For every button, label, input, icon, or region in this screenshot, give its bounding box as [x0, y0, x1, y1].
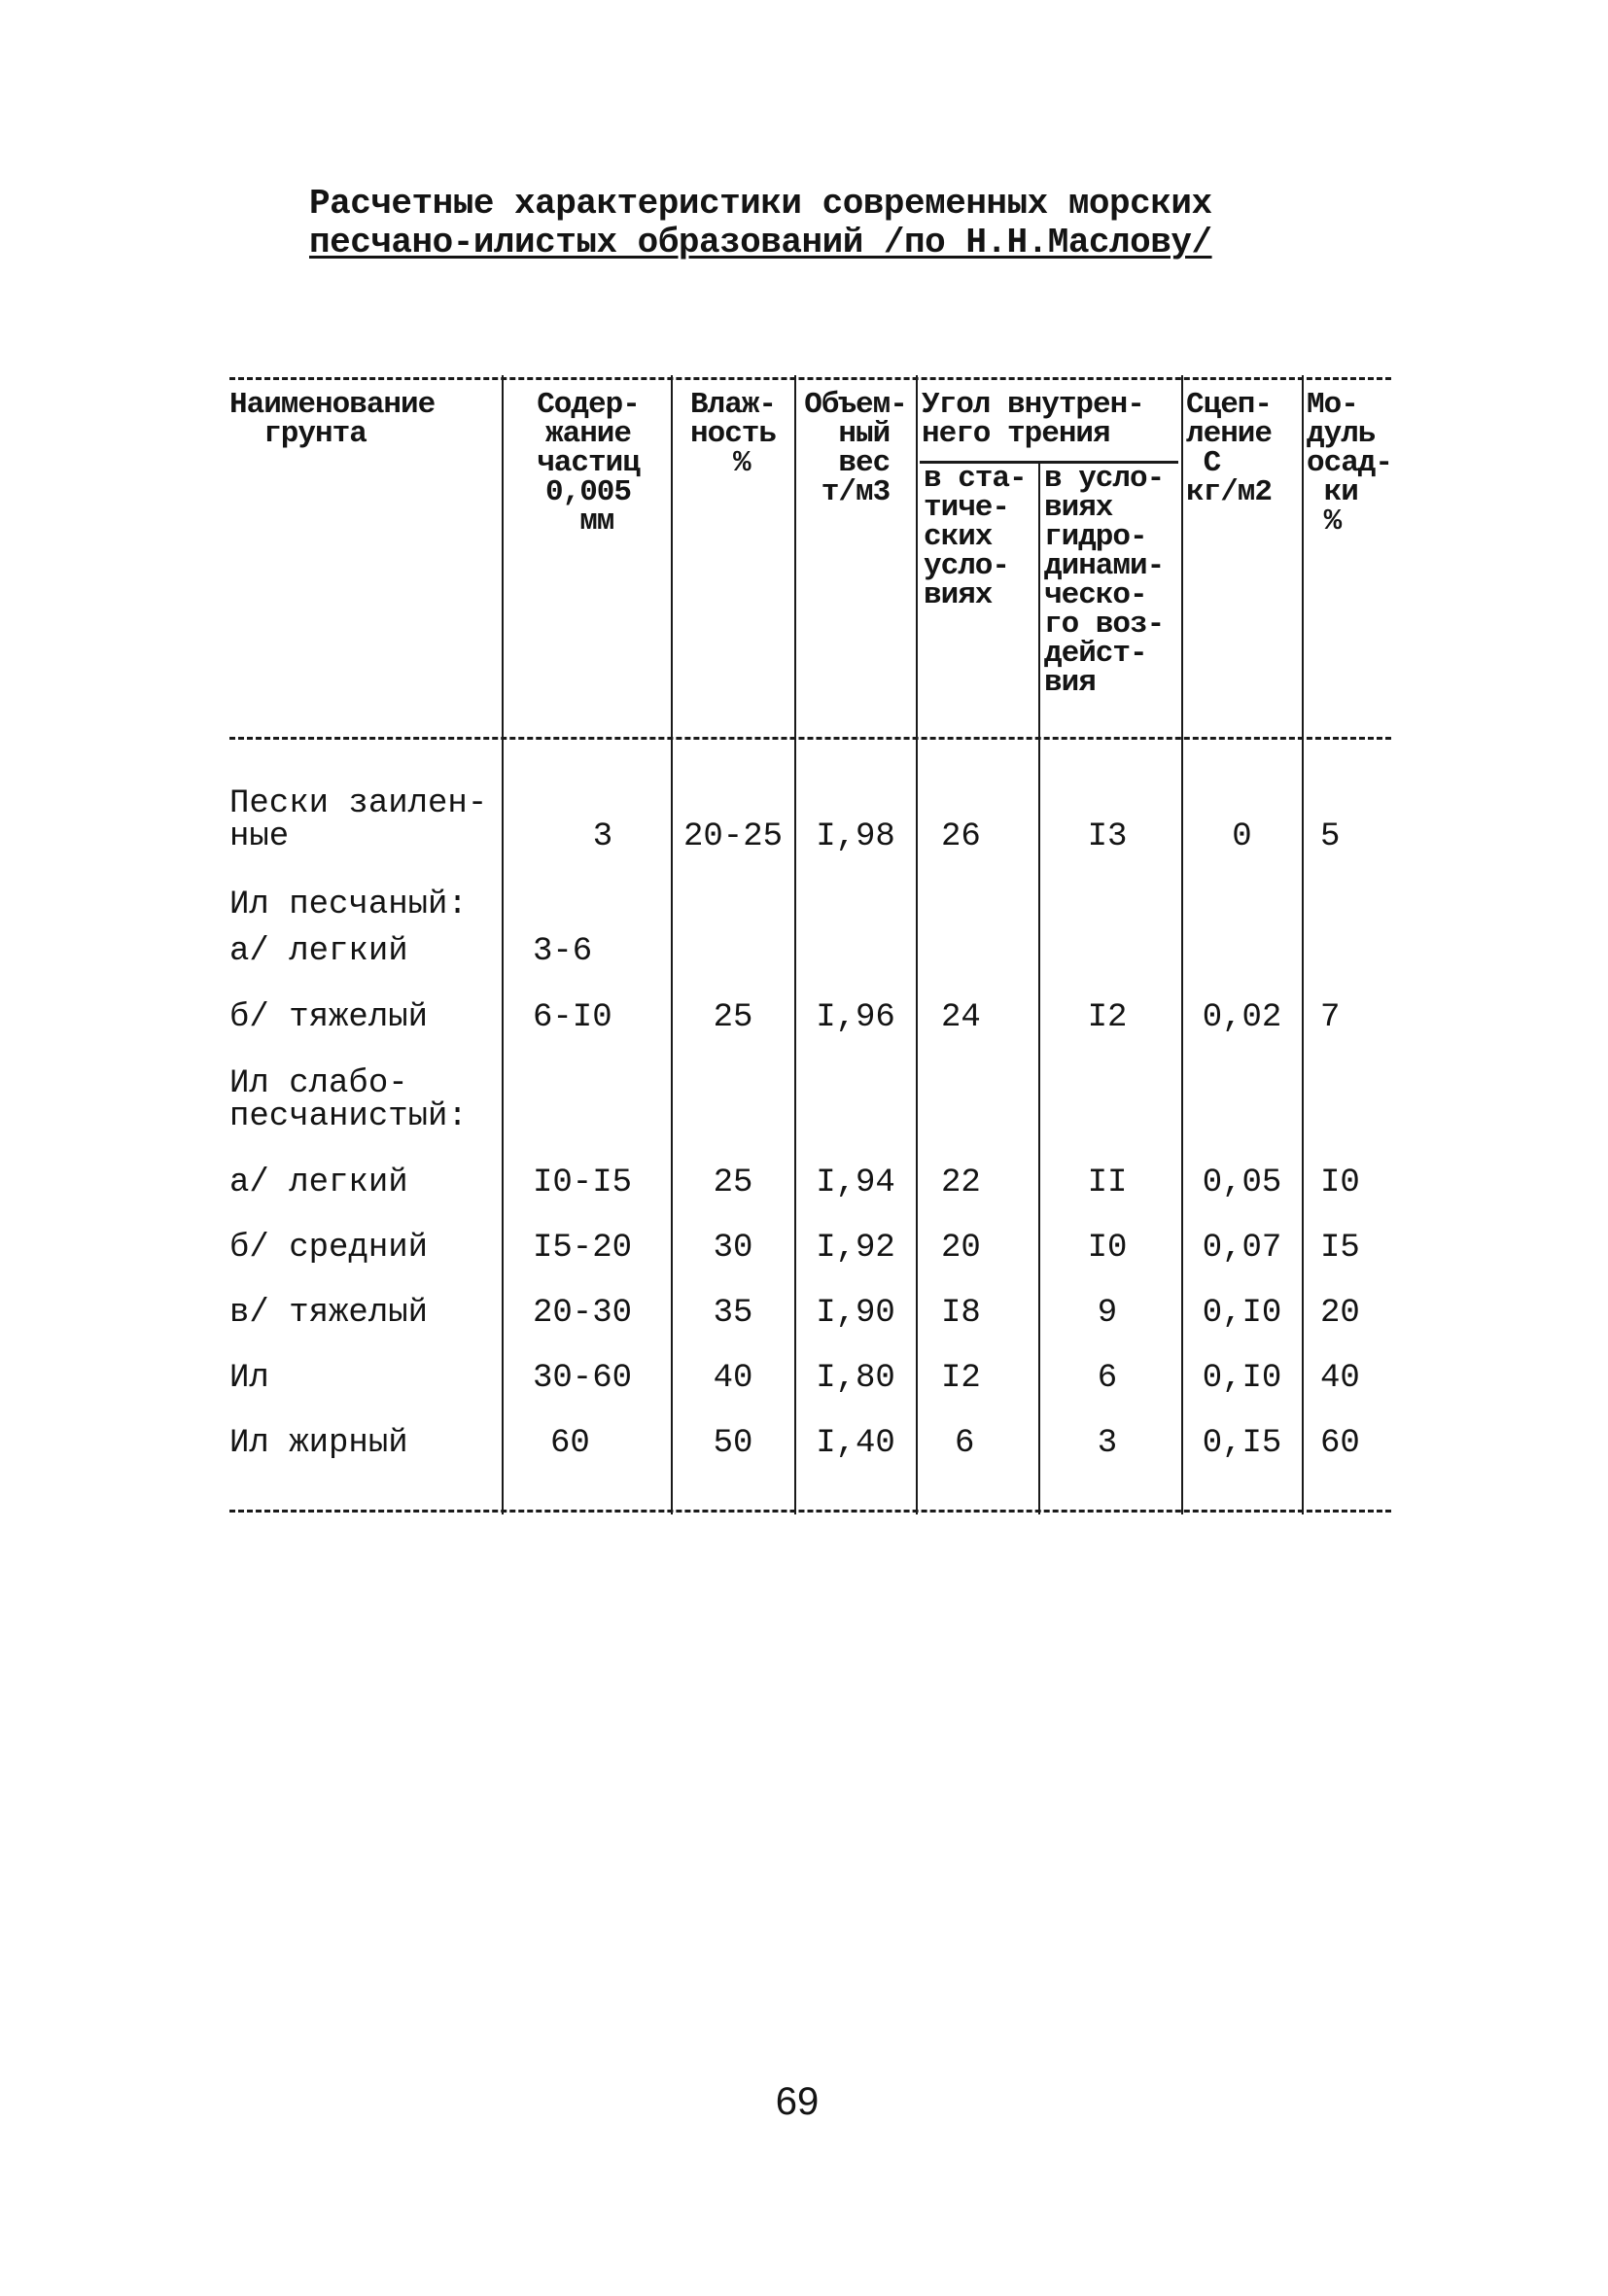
- column-divider-5: [1038, 463, 1040, 1514]
- row-10-friction-static: 6: [955, 1425, 975, 1462]
- header-volume-weight: Объем- ный вес т/м3: [804, 388, 907, 509]
- row-9-friction-hydro: 6: [1097, 1360, 1118, 1397]
- header-cohesion: Сцеп- ление С кг/м2: [1186, 388, 1273, 509]
- row-9-weight: I,80: [816, 1360, 895, 1397]
- row-7-modulus: I5: [1320, 1230, 1360, 1267]
- column-divider-6: [1181, 375, 1183, 1514]
- row-10-modulus: 60: [1320, 1425, 1360, 1462]
- row-9-modulus: 40: [1320, 1360, 1360, 1397]
- column-divider-7: [1302, 375, 1304, 1514]
- row-6-weight: I,94: [816, 1165, 895, 1201]
- row-1-moisture: 20-25: [682, 818, 784, 855]
- row-7-name: б/ средний: [229, 1230, 429, 1267]
- row-4-friction-static: 24: [941, 999, 981, 1036]
- row-10-moisture: 50: [713, 1425, 753, 1462]
- header-friction-angle: Угол внутрен- него трения: [922, 388, 1144, 451]
- row-6-cohesion: 0,05: [1202, 1165, 1282, 1201]
- table-bottom-rule: [229, 1510, 1391, 1513]
- row-8-modulus: 20: [1320, 1295, 1360, 1332]
- row-4-name: б/ тяжелый: [229, 999, 429, 1036]
- row-9-name: Ил: [229, 1360, 269, 1397]
- row-9-moisture: 40: [713, 1360, 753, 1397]
- row-10-weight: I,40: [816, 1425, 895, 1462]
- row-9-friction-static: I2: [941, 1360, 981, 1397]
- row-3-particles: 3-6: [533, 933, 593, 970]
- row-4-modulus: 7: [1320, 999, 1341, 1036]
- row-8-particles: 20-30: [533, 1295, 633, 1332]
- row-7-weight: I,92: [816, 1230, 895, 1267]
- row-1-particles: 3: [592, 818, 613, 855]
- row-1-name: Пески заилен- ные: [229, 785, 488, 855]
- row-6-moisture: 25: [713, 1165, 753, 1201]
- row-4-moisture: 25: [713, 999, 753, 1036]
- row-1-weight: I,98: [816, 818, 895, 855]
- title-line-1: Расчетные характеристики современных морских: [309, 184, 1212, 224]
- row-1-cohesion: 0: [1232, 818, 1252, 855]
- row-10-friction-hydro: 3: [1097, 1425, 1118, 1462]
- row-10-name: Ил жирный: [229, 1425, 408, 1462]
- page-number: 69: [775, 2080, 820, 2123]
- row-8-moisture: 35: [713, 1295, 753, 1332]
- row-6-particles: I0-I5: [533, 1165, 633, 1201]
- row-9-particles: 30-60: [533, 1360, 633, 1397]
- row-8-cohesion: 0,I0: [1202, 1295, 1282, 1332]
- row-4-friction-hydro: I2: [1087, 999, 1128, 1036]
- header-friction-static: в ста- тиче- ских усло- виях: [924, 462, 1027, 612]
- row-7-moisture: 30: [713, 1230, 753, 1267]
- header-moisture: Влаж- ность %: [689, 388, 776, 480]
- row-4-particles: 6-I0: [533, 999, 612, 1036]
- row-1-modulus: 5: [1320, 818, 1341, 855]
- row-1-friction-static: 26: [941, 818, 981, 855]
- column-divider-1: [502, 375, 504, 1514]
- row-4-weight: I,96: [816, 999, 895, 1036]
- column-divider-2: [671, 375, 673, 1514]
- row-6-name: а/ легкий: [229, 1165, 408, 1201]
- row-7-cohesion: 0,07: [1202, 1230, 1282, 1267]
- row-8-name: в/ тяжелый: [229, 1295, 429, 1332]
- title-line-2: песчано-илистых образований /по Н.Н.Маслову/: [309, 223, 1212, 262]
- row-5-name: Ил слабо- песчанистый:: [229, 1065, 468, 1135]
- row-10-cohesion: 0,I5: [1202, 1425, 1282, 1462]
- row-8-friction-static: I8: [941, 1295, 981, 1332]
- row-8-friction-hydro: 9: [1097, 1295, 1118, 1332]
- row-8-weight: I,90: [816, 1295, 895, 1332]
- table-header-rule: [229, 737, 1391, 740]
- header-friction-hydrodynamic: в усло- виях гидро- динами- ческо- го воз- дейст- вия: [1044, 462, 1165, 700]
- row-4-cohesion: 0,02: [1202, 999, 1282, 1036]
- row-6-friction-hydro: II: [1087, 1165, 1128, 1201]
- row-3-name: а/ легкий: [229, 933, 408, 970]
- column-divider-4: [916, 375, 918, 1514]
- column-divider-3: [794, 375, 796, 1514]
- header-particle-content: Содер- жание частиц 0,005 мм: [537, 388, 640, 539]
- row-6-modulus: I0: [1320, 1165, 1360, 1201]
- row-6-friction-static: 22: [941, 1165, 981, 1201]
- row-1-friction-hydro: I3: [1087, 818, 1128, 855]
- row-2-name: Ил песчаный:: [229, 887, 468, 923]
- table-top-rule: [229, 377, 1391, 380]
- row-7-friction-hydro: I0: [1087, 1230, 1128, 1267]
- row-7-particles: I5-20: [533, 1230, 633, 1267]
- row-7-friction-static: 20: [941, 1230, 981, 1267]
- row-10-particles: 60: [550, 1425, 590, 1462]
- header-soil-name: Наименование грунта: [229, 388, 436, 451]
- row-9-cohesion: 0,I0: [1202, 1360, 1282, 1397]
- header-settlement-modulus: Мо- дуль осад- ки %: [1307, 388, 1393, 539]
